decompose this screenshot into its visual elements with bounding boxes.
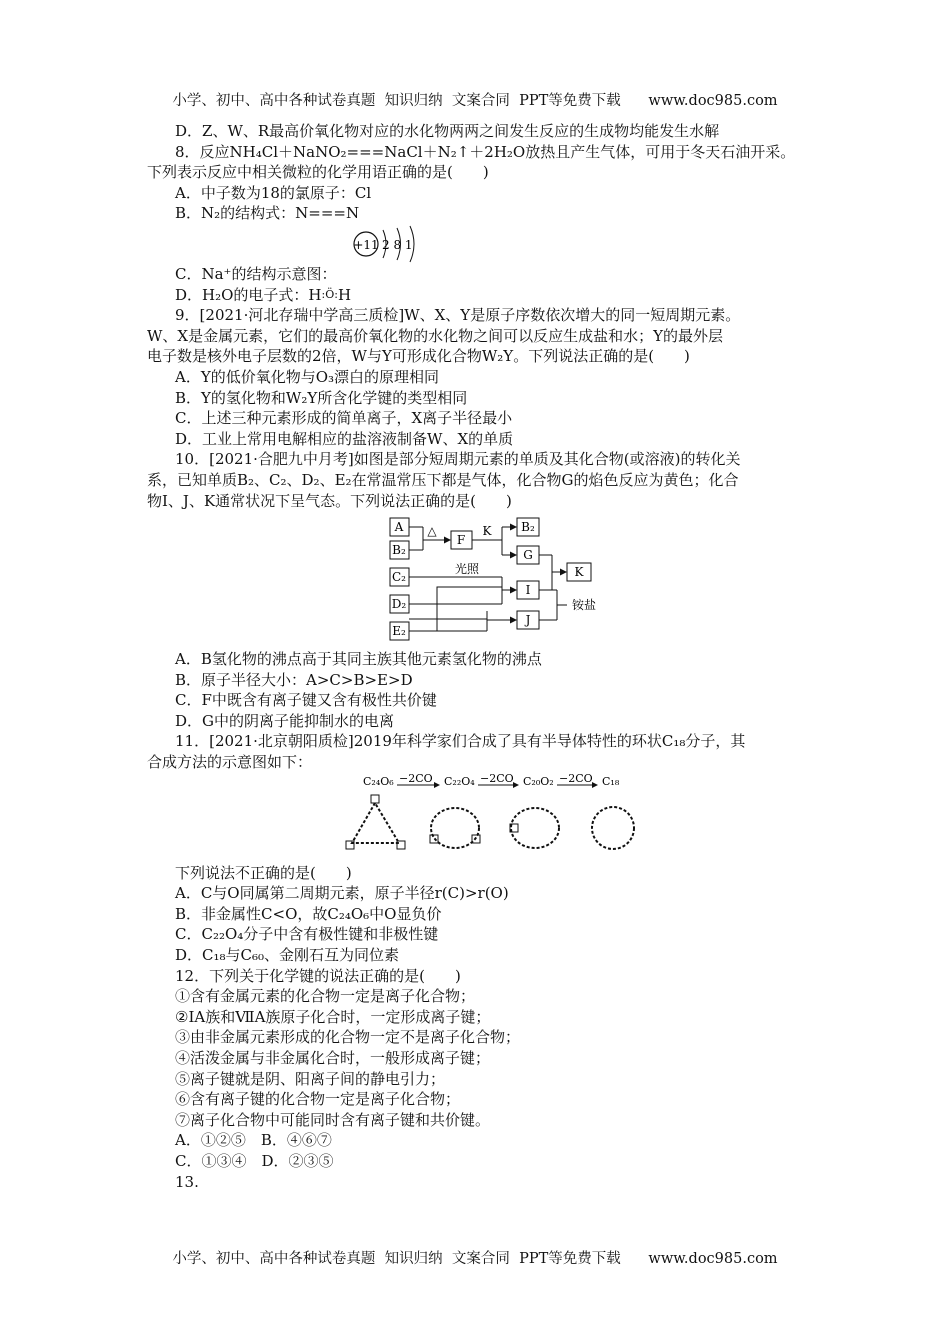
q10-option-c: C．F中既含有离子键又含有极性共价键 [175,691,437,710]
q12-item-2: ②ⅠA族和ⅦA族原子化合时，一定形成离子键； [175,1007,491,1026]
box-g: G [523,548,533,563]
q12-item-7: ⑦离子化合物中可能同时含有离子键和共价键。 [175,1110,491,1129]
box-i: I [525,583,531,598]
na-ion-structure-diagram [147,224,817,264]
q9-option-d: D．工业上常用电解相应的盐溶液制备W、X的单质 [175,429,514,448]
scheme-c18: C₁₈ [602,774,620,788]
q8-option-c: C．Na⁺的结构示意图： [175,264,337,283]
q9-stem-line1: 9．[2021·河北存瑞中学高三质检]W、X、Y是原子序数依次增大的同一短周期元素。 [175,306,741,325]
q11-stem-line1: 11．[2021·北京朝阳质检]2019年科学家们合成了具有半导体特性的环状C₁₈分子，其 [175,732,746,751]
q10-option-d: D．G中的阴离子能抑制水的电离 [175,711,395,730]
q12-item-5: ⑤离子键就是阴、阳离子间的静电引力； [175,1069,446,1088]
q8-stem-line2: 下列表示反应中相关微粒的化学用语正确的是( ) [147,163,489,182]
q11-option-a: A．C与O同属第二周期元素，原子半径r(C)>r(O) [175,884,509,903]
q8-option-d [147,285,817,306]
q7-option-d: D．Z、W、R最高价氧化物对应的水化物两两之间发生反应的生成物均能发生水解 [175,122,720,140]
ammonium-salt-label: 铵盐 [572,598,597,613]
box-a: A [394,520,404,535]
na-nucleus-label: +11 [353,237,379,252]
q12-item-3: ③由非金属元素形成的化合物一定不是离子化合物； [175,1028,521,1047]
q10-stem-line2: 系，已知单质B₂、C₂、D₂、E₂在常温常压下都是气体，化合物G的焰色反应为黄色；化合 [147,470,739,489]
page-footer: 小学、初中、高中各种试卷真题 知识归纳 文案合同 PPT等免费下载 www.doc985.com [172,1251,778,1267]
q12-item-6: ⑥含有离子键的化合物一定是离子化合物； [175,1090,461,1109]
q9-option-b: B．Y的氢化物和W₂Y所含化学键的类型相同 [175,388,468,407]
q9-stem-line3: 电子数是核外电子层数的2倍，W与Y可形成化合物W₂Y。下列说法正确的是( ) [147,347,690,366]
q12-item-1: ①含有金属元素的化合物一定是离子化合物； [175,987,476,1006]
water-oxygen-dots-icon: :Ö: [321,287,338,301]
k-label: K [482,524,492,539]
q11-option-d: D．C₁₈与C₆₀、金刚石互为同位素 [175,946,400,965]
q8-option-d-tail: H [337,285,352,304]
light-label: 光照 [454,562,480,577]
box-c2: C₂ [392,570,406,585]
box-b2-product: B₂ [521,520,535,535]
q10-transformation-diagram [147,511,817,649]
box-k: K [574,565,584,580]
q12-options-cd: C．①③④ D．②③⑤ [175,1151,334,1170]
box-e2: E₂ [392,624,406,639]
scheme-c22o4: C₂₂O₄ [444,774,475,788]
scheme-c24o6: C₂₄O₆ [363,774,394,788]
q12-item-4: ④活泼金属与非金属化合时，一般形成离子键； [175,1049,491,1067]
q9-option-c: C．上述三种元素形成的简单离子，X离子半径最小 [175,409,513,428]
page-header: 小学、初中、高中各种试卷真题 知识归纳 文案合同 PPT等免费下载 www.doc985.com [172,93,778,109]
scheme-loss-1: −2CO [399,772,433,785]
q11-stem-line2: 合成方法的示意图如下： [147,753,313,772]
q11-stem-line3: 下列说法不正确的是( ) [175,863,352,882]
scheme-loss-3: −2CO [559,772,593,785]
q10-stem-line1: 10．[2021·合肥九中月考]如图是部分短周期元素的单质及其化合物(或溶液)的转化关 [175,450,741,469]
q10-option-a: A．B氢化物的沸点高于其同主族其他元素氢化物的沸点 [175,650,542,669]
scheme-loss-2: −2CO [480,772,514,785]
q11-option-b: B．非金属性C<O，故C₂₄O₆中O显负价 [175,904,442,923]
scheme-c20o2: C₂₀O₂ [523,774,554,788]
q11-option-c: C．C₂₂O₄分子中含有极性键和非极性键 [175,925,439,944]
document-body [147,121,817,1192]
box-b2: B₂ [392,543,406,558]
box-f: F [456,533,466,548]
q11-c18-synthesis-scheme [147,773,817,863]
q9-stem-line2: W、X是金属元素，它们的最高价氧化物的水化物之间可以反应生成盐和水；Y的最外层 [147,326,724,345]
q12-options-ab: A．①②⑤ B．④⑥⑦ [175,1131,332,1150]
q8-option-b: B．N₂的结构式：N===N [175,204,360,223]
q8-stem-line1: 8．反应NH₄Cl＋NaNO₂===NaCl＋N₂↑＋2H₂O放热且产生气体，可用于冬天石油开采。 [175,142,796,161]
q10-option-b: B．原子半径大小：A>C>B>E>D [175,670,413,689]
q8-option-a: A．中子数为18的氯原子：Cl [175,183,372,202]
heat-label: △ [427,524,437,539]
q10-stem-line3: 物I、J、K通常状况下呈气态。下列说法正确的是( ) [147,491,512,510]
q9-option-a: A．Y的低价氧化物与O₃漂白的原理相同 [175,367,440,386]
box-d2: D₂ [391,597,407,612]
q8-option-d-text: D．H₂O的电子式：H [175,285,322,304]
na-shell-electrons: 2 8 1 [382,237,413,252]
box-j: J [525,613,531,628]
q12-stem: 12．下列关于化学键的说法正确的是( ) [175,966,461,985]
q13-number: 13. [175,1172,199,1191]
